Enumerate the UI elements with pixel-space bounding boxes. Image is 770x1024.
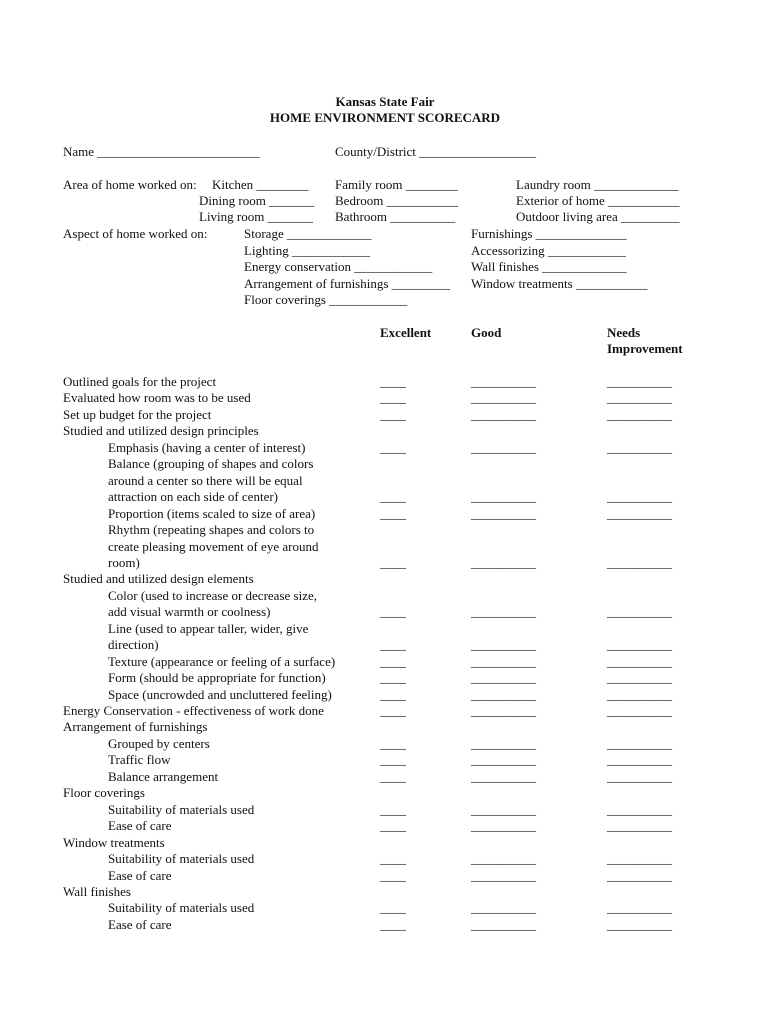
rating-blank-needs[interactable]: __________: [607, 554, 672, 570]
rating-blank-good[interactable]: __________: [471, 867, 536, 883]
rating-blank-good[interactable]: __________: [471, 916, 536, 932]
rating-blank-needs[interactable]: __________: [607, 768, 672, 784]
rating-blank-excellent[interactable]: ____: [380, 653, 406, 669]
criteria-item: Ease of care: [108, 867, 172, 883]
rating-blank-excellent[interactable]: ____: [380, 851, 406, 867]
rating-blank-excellent[interactable]: ____: [380, 735, 406, 751]
criteria-item: Balance (grouping of shapes and colors: [108, 456, 314, 472]
rating-blank-needs[interactable]: __________: [607, 801, 672, 817]
rating-blank-good[interactable]: __________: [471, 489, 536, 505]
rating-blank-needs[interactable]: __________: [607, 916, 672, 932]
criteria-item: Form (should be appropriate for function): [108, 670, 326, 686]
aspect-arrangement-field[interactable]: Arrangement of furnishings _________: [244, 276, 451, 291]
rating-blank-good[interactable]: __________: [471, 768, 536, 784]
criteria-item: Floor coverings: [63, 785, 145, 801]
rating-blank-good[interactable]: __________: [471, 505, 536, 521]
criteria-item: Traffic flow: [108, 752, 171, 768]
criteria-item: around a center so there will be equal: [108, 472, 303, 488]
rating-blank-good[interactable]: __________: [471, 439, 536, 455]
county-field[interactable]: County/District __________________: [335, 144, 537, 159]
rating-blank-needs[interactable]: __________: [607, 670, 672, 686]
rating-blank-excellent[interactable]: ____: [380, 489, 406, 505]
rating-blank-excellent[interactable]: ____: [380, 439, 406, 455]
criteria-item: Suitability of materials used: [108, 900, 255, 916]
criteria-item: Space (uncrowded and uncluttered feeling): [108, 686, 332, 702]
criteria-item: Rhythm (repeating shapes and colors to: [108, 522, 315, 538]
rating-blank-excellent[interactable]: ____: [380, 916, 406, 932]
rating-blank-needs[interactable]: __________: [607, 900, 672, 916]
rating-blank-good[interactable]: __________: [471, 653, 536, 669]
form-title: Kansas State Fair: [335, 94, 435, 109]
area-living-field[interactable]: Living room _______: [199, 209, 314, 224]
rating-blank-needs[interactable]: __________: [607, 851, 672, 867]
criteria-item: Window treatments: [63, 834, 165, 850]
criteria-item: Studied and utilized design principles: [63, 423, 259, 439]
rating-blank-needs[interactable]: __________: [607, 686, 672, 702]
aspect-floor-field[interactable]: Floor coverings ____________: [244, 292, 408, 307]
rating-blank-needs[interactable]: __________: [607, 505, 672, 521]
aspect-furnishings-field[interactable]: Furnishings ______________: [471, 226, 627, 241]
criteria-item: Arrangement of furnishings: [63, 719, 208, 735]
rating-blank-needs[interactable]: __________: [607, 406, 672, 422]
aspect-lighting-field[interactable]: Lighting ____________: [244, 243, 371, 258]
area-exterior-field[interactable]: Exterior of home ___________: [516, 193, 680, 208]
rating-blank-excellent[interactable]: ____: [380, 686, 406, 702]
rating-blank-needs[interactable]: __________: [607, 867, 672, 883]
rating-blank-needs[interactable]: __________: [607, 703, 672, 718]
area-laundry-field[interactable]: Laundry room _____________: [516, 177, 679, 192]
rating-blank-good[interactable]: __________: [471, 374, 536, 389]
aspect-window-field[interactable]: Window treatments ___________: [471, 276, 648, 291]
criteria-item: Evaluated how room was to be used: [63, 390, 251, 406]
criteria-item: Energy Conservation - effectiveness of work done: [63, 703, 324, 718]
area-outdoor-field[interactable]: Outdoor living area _________: [516, 209, 680, 224]
aspect-storage-field[interactable]: Storage _____________: [244, 226, 372, 241]
rating-blank-excellent[interactable]: ____: [380, 670, 406, 686]
rating-blank-excellent[interactable]: ____: [380, 390, 406, 406]
rating-blank-needs[interactable]: __________: [607, 735, 672, 751]
rating-blank-good[interactable]: __________: [471, 703, 536, 718]
rating-blank-good[interactable]: __________: [471, 670, 536, 686]
rating-blank-needs[interactable]: __________: [607, 374, 672, 389]
rating-blank-good[interactable]: __________: [471, 801, 536, 817]
column-header-needs: Needs: [607, 325, 641, 340]
criteria-item: Suitability of materials used: [108, 851, 255, 867]
rating-blank-needs[interactable]: __________: [607, 604, 672, 620]
rating-blank-good[interactable]: __________: [471, 390, 536, 406]
rating-blank-good[interactable]: __________: [471, 554, 536, 570]
aspect-energy-field[interactable]: Energy conservation ____________: [244, 259, 433, 274]
rating-blank-excellent[interactable]: ____: [380, 406, 406, 422]
rating-blank-excellent[interactable]: ____: [380, 604, 406, 620]
criteria-item: create pleasing movement of eye around: [108, 538, 319, 554]
name-field[interactable]: Name _________________________: [63, 144, 260, 159]
rating-blank-needs[interactable]: __________: [607, 653, 672, 669]
form-subtitle: HOME ENVIRONMENT SCORECARD: [269, 110, 501, 125]
criteria-item: room): [108, 554, 140, 570]
criteria-item: Wall finishes: [63, 883, 131, 899]
area-label: Area of home worked on:: [63, 177, 197, 192]
rating-blank-excellent[interactable]: ____: [380, 818, 406, 834]
aspect-label: Aspect of home worked on:: [63, 226, 208, 241]
criteria-item: Grouped by centers: [108, 735, 210, 751]
criteria-item: Color (used to increase or decrease size,: [108, 587, 317, 603]
rating-blank-needs[interactable]: __________: [607, 439, 672, 455]
rating-blank-excellent[interactable]: ____: [380, 374, 406, 389]
rating-blank-excellent[interactable]: ____: [380, 752, 406, 768]
area-bathroom-field[interactable]: Bathroom __________: [335, 209, 456, 224]
rating-blank-good[interactable]: __________: [471, 735, 536, 751]
criteria-item: Balance arrangement: [108, 768, 219, 784]
criteria-item: Emphasis (having a center of interest): [108, 439, 306, 455]
area-family-field[interactable]: Family room ________: [335, 177, 458, 192]
criteria-item: Texture (appearance or feeling of a surface): [108, 653, 336, 669]
rating-blank-excellent[interactable]: ____: [380, 768, 406, 784]
criteria-item: direction): [108, 637, 159, 653]
criteria-item: Outlined goals for the project: [63, 374, 217, 389]
rating-blank-excellent[interactable]: ____: [380, 900, 406, 916]
rating-blank-needs[interactable]: __________: [607, 390, 672, 406]
aspect-wall-field[interactable]: Wall finishes _____________: [471, 259, 627, 274]
criteria-item: Line (used to appear taller, wider, give: [108, 620, 309, 636]
aspect-accessorizing-field[interactable]: Accessorizing ____________: [471, 243, 626, 258]
criteria-item: Set up budget for the project: [63, 406, 212, 422]
rating-blank-needs[interactable]: __________: [607, 489, 672, 505]
rating-blank-good[interactable]: __________: [471, 637, 536, 653]
rating-blank-needs[interactable]: __________: [607, 752, 672, 768]
criteria-item: attraction on each side of center): [108, 489, 278, 505]
rating-blank-excellent[interactable]: ____: [380, 801, 406, 817]
rating-blank-good[interactable]: __________: [471, 818, 536, 834]
column-header-improvement: Improvement: [607, 341, 683, 356]
rating-blank-good[interactable]: __________: [471, 851, 536, 867]
criteria-item: Ease of care: [108, 916, 172, 932]
column-header-good: Good: [471, 325, 502, 340]
area-kitchen-field[interactable]: Kitchen ________: [212, 177, 309, 192]
criteria-item: Proportion (items scaled to size of area): [108, 505, 316, 521]
rating-blank-good[interactable]: __________: [471, 900, 536, 916]
rating-blank-good[interactable]: __________: [471, 406, 536, 422]
rating-blank-excellent[interactable]: ____: [380, 703, 406, 718]
criteria-item: add visual warmth or coolness): [108, 604, 271, 620]
area-bedroom-field[interactable]: Bedroom ___________: [335, 193, 459, 208]
rating-blank-good[interactable]: __________: [471, 686, 536, 702]
rating-blank-excellent[interactable]: ____: [380, 554, 406, 570]
criteria-item: Suitability of materials used: [108, 801, 255, 817]
area-dining-field[interactable]: Dining room _______: [199, 193, 315, 208]
rating-blank-excellent[interactable]: ____: [380, 867, 406, 883]
rating-blank-needs[interactable]: __________: [607, 818, 672, 834]
rating-blank-good[interactable]: __________: [471, 752, 536, 768]
rating-blank-needs[interactable]: __________: [607, 637, 672, 653]
rating-blank-excellent[interactable]: ____: [380, 637, 406, 653]
criteria-item: Ease of care: [108, 818, 172, 834]
column-header-excellent: Excellent: [380, 325, 432, 340]
rating-blank-excellent[interactable]: ____: [380, 505, 406, 521]
criteria-item: Studied and utilized design elements: [63, 571, 254, 587]
rating-blank-good[interactable]: __________: [471, 604, 536, 620]
